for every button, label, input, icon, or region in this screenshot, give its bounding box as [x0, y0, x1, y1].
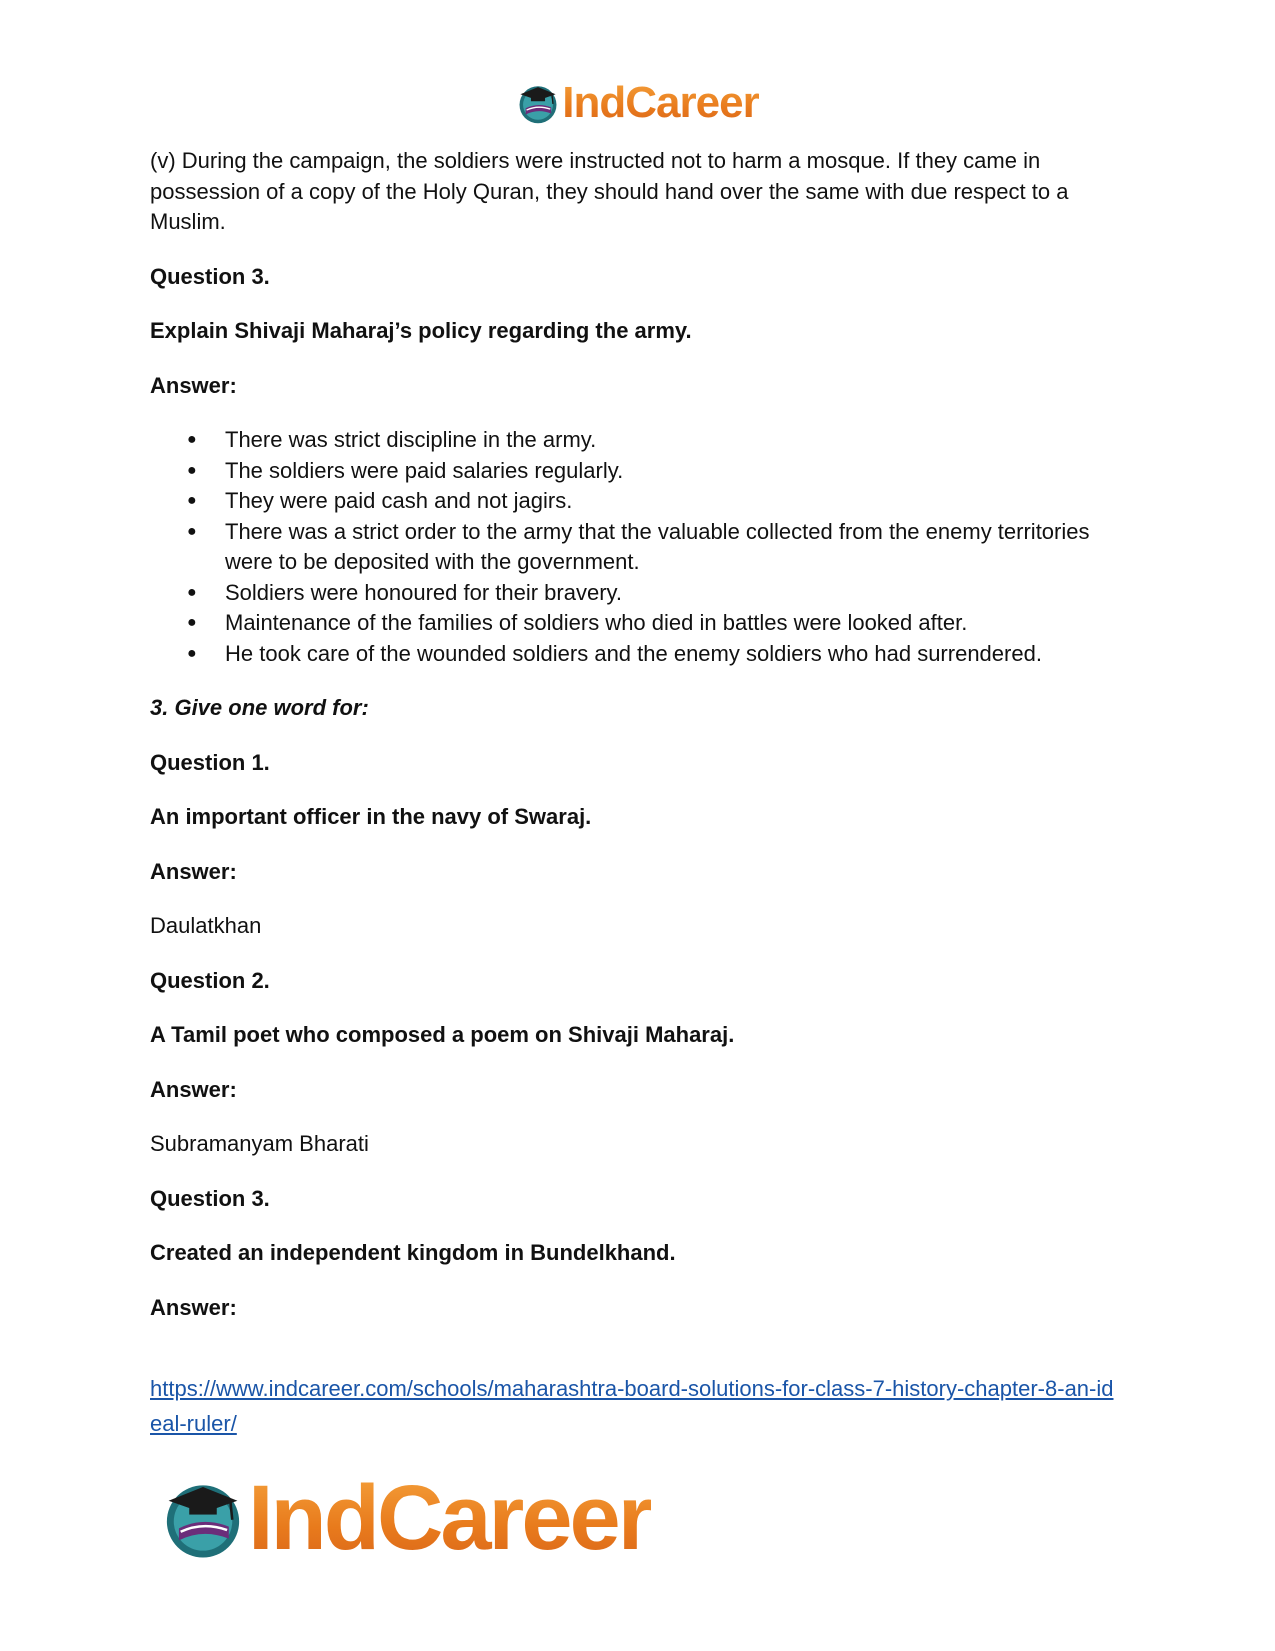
document-body — [150, 146, 1135, 1441]
brand-name: IndCareer — [562, 78, 759, 127]
answer-label: Answer: — [150, 372, 237, 398]
footer-link[interactable]: https://www.indcareer.com/schools/maharashtra-board-solutions-for-class-7-history-chapter-8-an-ideal-ruler/ — [150, 1376, 1114, 1436]
list-item: ● He took care of the wounded soldiers and the enemy soldiers who had surrendered. — [225, 639, 1135, 670]
list-item: ● The soldiers were paid salaries regularly. — [225, 456, 1135, 487]
answer-label: Answer: — [150, 1076, 237, 1102]
list-item: ● Maintenance of the families of soldiers who died in battles were looked after. — [225, 608, 1135, 639]
question-label: Question 1. — [150, 749, 270, 775]
indcareer-logo[interactable] — [516, 78, 758, 128]
question-label: Question 2. — [150, 967, 270, 993]
answer-list — [150, 425, 1135, 669]
indcareer-logo-large[interactable] — [160, 1468, 651, 1568]
list-item: ● There was a strict order to the army that the valuable collected from the enemy territories were to be deposited with the government. — [225, 517, 1135, 578]
question-text: A Tamil poet who composed a poem on Shivaji Maharaj. — [150, 1022, 735, 1047]
question-text: Created an independent kingdom in Bundelkhand. — [150, 1240, 676, 1265]
graduation-cap-book-globe-icon — [160, 1475, 246, 1561]
section-heading: 3. Give one word for: — [150, 695, 369, 720]
graduation-cap-book-globe-icon — [516, 81, 560, 125]
intro-paragraph: (v) During the campaign, the soldiers were instructed not to harm a mosque. If they came in possession of a copy of the Holy Quran, they should hand over the same with due respect to a Muslim. — [150, 148, 1069, 234]
question-text: Explain Shivaji Maharaj’s policy regarding the army. — [150, 318, 692, 343]
question-text: An important officer in the navy of Swaraj. — [150, 804, 592, 829]
answer-text: Daulatkhan — [150, 913, 262, 938]
header-logo — [0, 78, 1275, 128]
list-item: ● There was strict discipline in the army. — [225, 425, 1135, 456]
list-item: ● They were paid cash and not jagirs. — [225, 486, 1135, 517]
brand-name: IndCareer — [248, 1467, 651, 1569]
footer-logo — [160, 1468, 651, 1568]
question-label: Question 3. — [150, 1185, 270, 1211]
answer-text: Subramanyam Bharati — [150, 1131, 369, 1156]
answer-label: Answer: — [150, 858, 237, 884]
answer-label: Answer: — [150, 1294, 237, 1320]
question-label: Question 3. — [150, 263, 270, 289]
list-item: ● Soldiers were honoured for their bravery. — [225, 578, 1135, 609]
